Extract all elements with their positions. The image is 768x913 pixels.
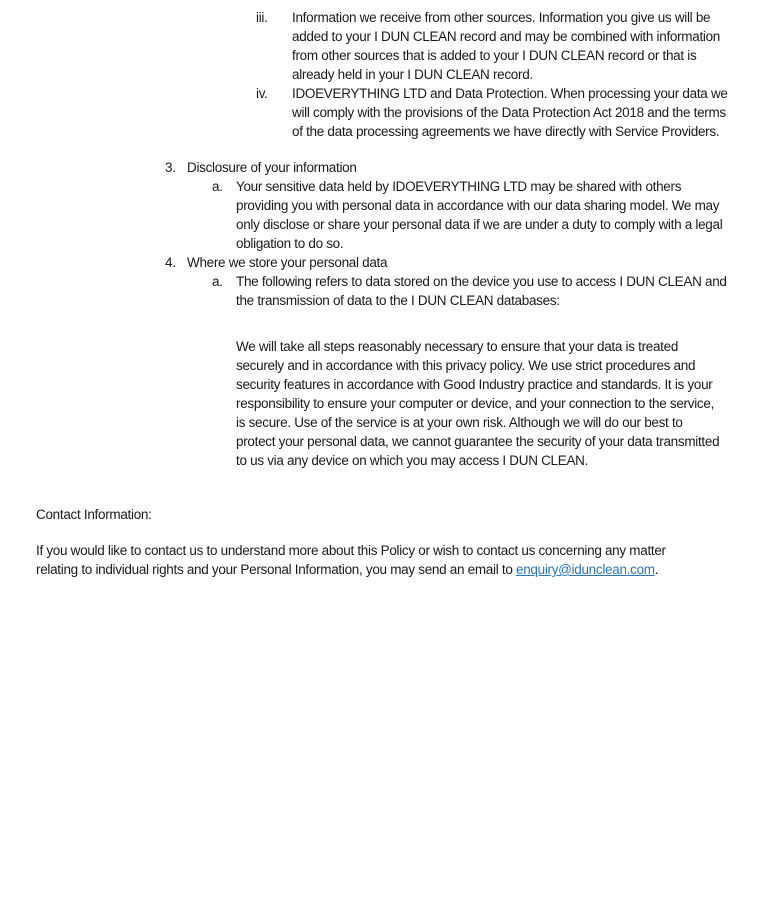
list-marker-3a: a. bbox=[212, 179, 223, 194]
list-item-roman-iv bbox=[256, 84, 734, 141]
contact-text-before: If you would like to contact us to understand more about this Policy or wish to contact us concerning any matter relating to individual rights and your Personal Information, you may send an email to bbox=[36, 543, 666, 577]
list-marker-4: 4. bbox=[165, 255, 176, 270]
list-item-3 bbox=[165, 158, 734, 177]
security-paragraph: We will take all steps reasonably necessary to ensure that your data is treated securely and in accordance with this privacy policy. We use strict procedures and security features in accordance with Good Industry practice and standards. It is your responsibility to ensure your computer or device, and your connection to the service, is secure. Use of the service is at your own risk. Although we will do our best to protect your personal data, we cannot guarantee the security of your data transmitted to us via any device on which you may access I DUN CLEAN. bbox=[236, 339, 720, 468]
list-item-title: Disclosure of your information bbox=[187, 160, 357, 175]
list-item-text: The following refers to data stored on the device you use to access I DUN CLEAN and the transmission of data to the I DUN CLEAN databases: bbox=[236, 274, 727, 308]
contact-heading: Contact Information: bbox=[36, 507, 152, 522]
list-marker-iii: iii. bbox=[256, 10, 268, 25]
contact-text-after: . bbox=[654, 562, 659, 577]
contact-paragraph bbox=[36, 541, 696, 579]
list-item-text: Information we receive from other sources. Information you give us will be added to your I DUN CLEAN record and may be combined with information from other sources that is added to your I DUN CLEAN record or that is already held in your I DUN CLEAN record. bbox=[292, 10, 721, 82]
list-item-text: Your sensitive data held by IDOEVERYTHING LTD may be shared with others providing you with personal data in accordance with our data sharing model. We may only disclose or share your personal data if we are under a duty to comply with a legal obligation to do so. bbox=[236, 179, 723, 251]
list-marker-iv: iv. bbox=[256, 86, 268, 101]
list-marker-3: 3. bbox=[165, 160, 176, 175]
list-item-4a bbox=[212, 272, 734, 310]
list-item-4 bbox=[165, 253, 734, 272]
list-item-roman-iii bbox=[256, 8, 734, 84]
contact-email-link[interactable]: enquiry@idunclean.com bbox=[515, 562, 655, 577]
list-item-3a bbox=[212, 177, 734, 253]
list-item-text: IDOEVERYTHING LTD and Data Protection. When processing your data we will comply with the provisions of the Data Protection Act 2018 and the terms of the data processing agreements we have directly with Service Providers. bbox=[292, 86, 728, 139]
list-marker-4a: a. bbox=[212, 274, 223, 289]
list-item-title: Where we store your personal data bbox=[187, 255, 388, 270]
